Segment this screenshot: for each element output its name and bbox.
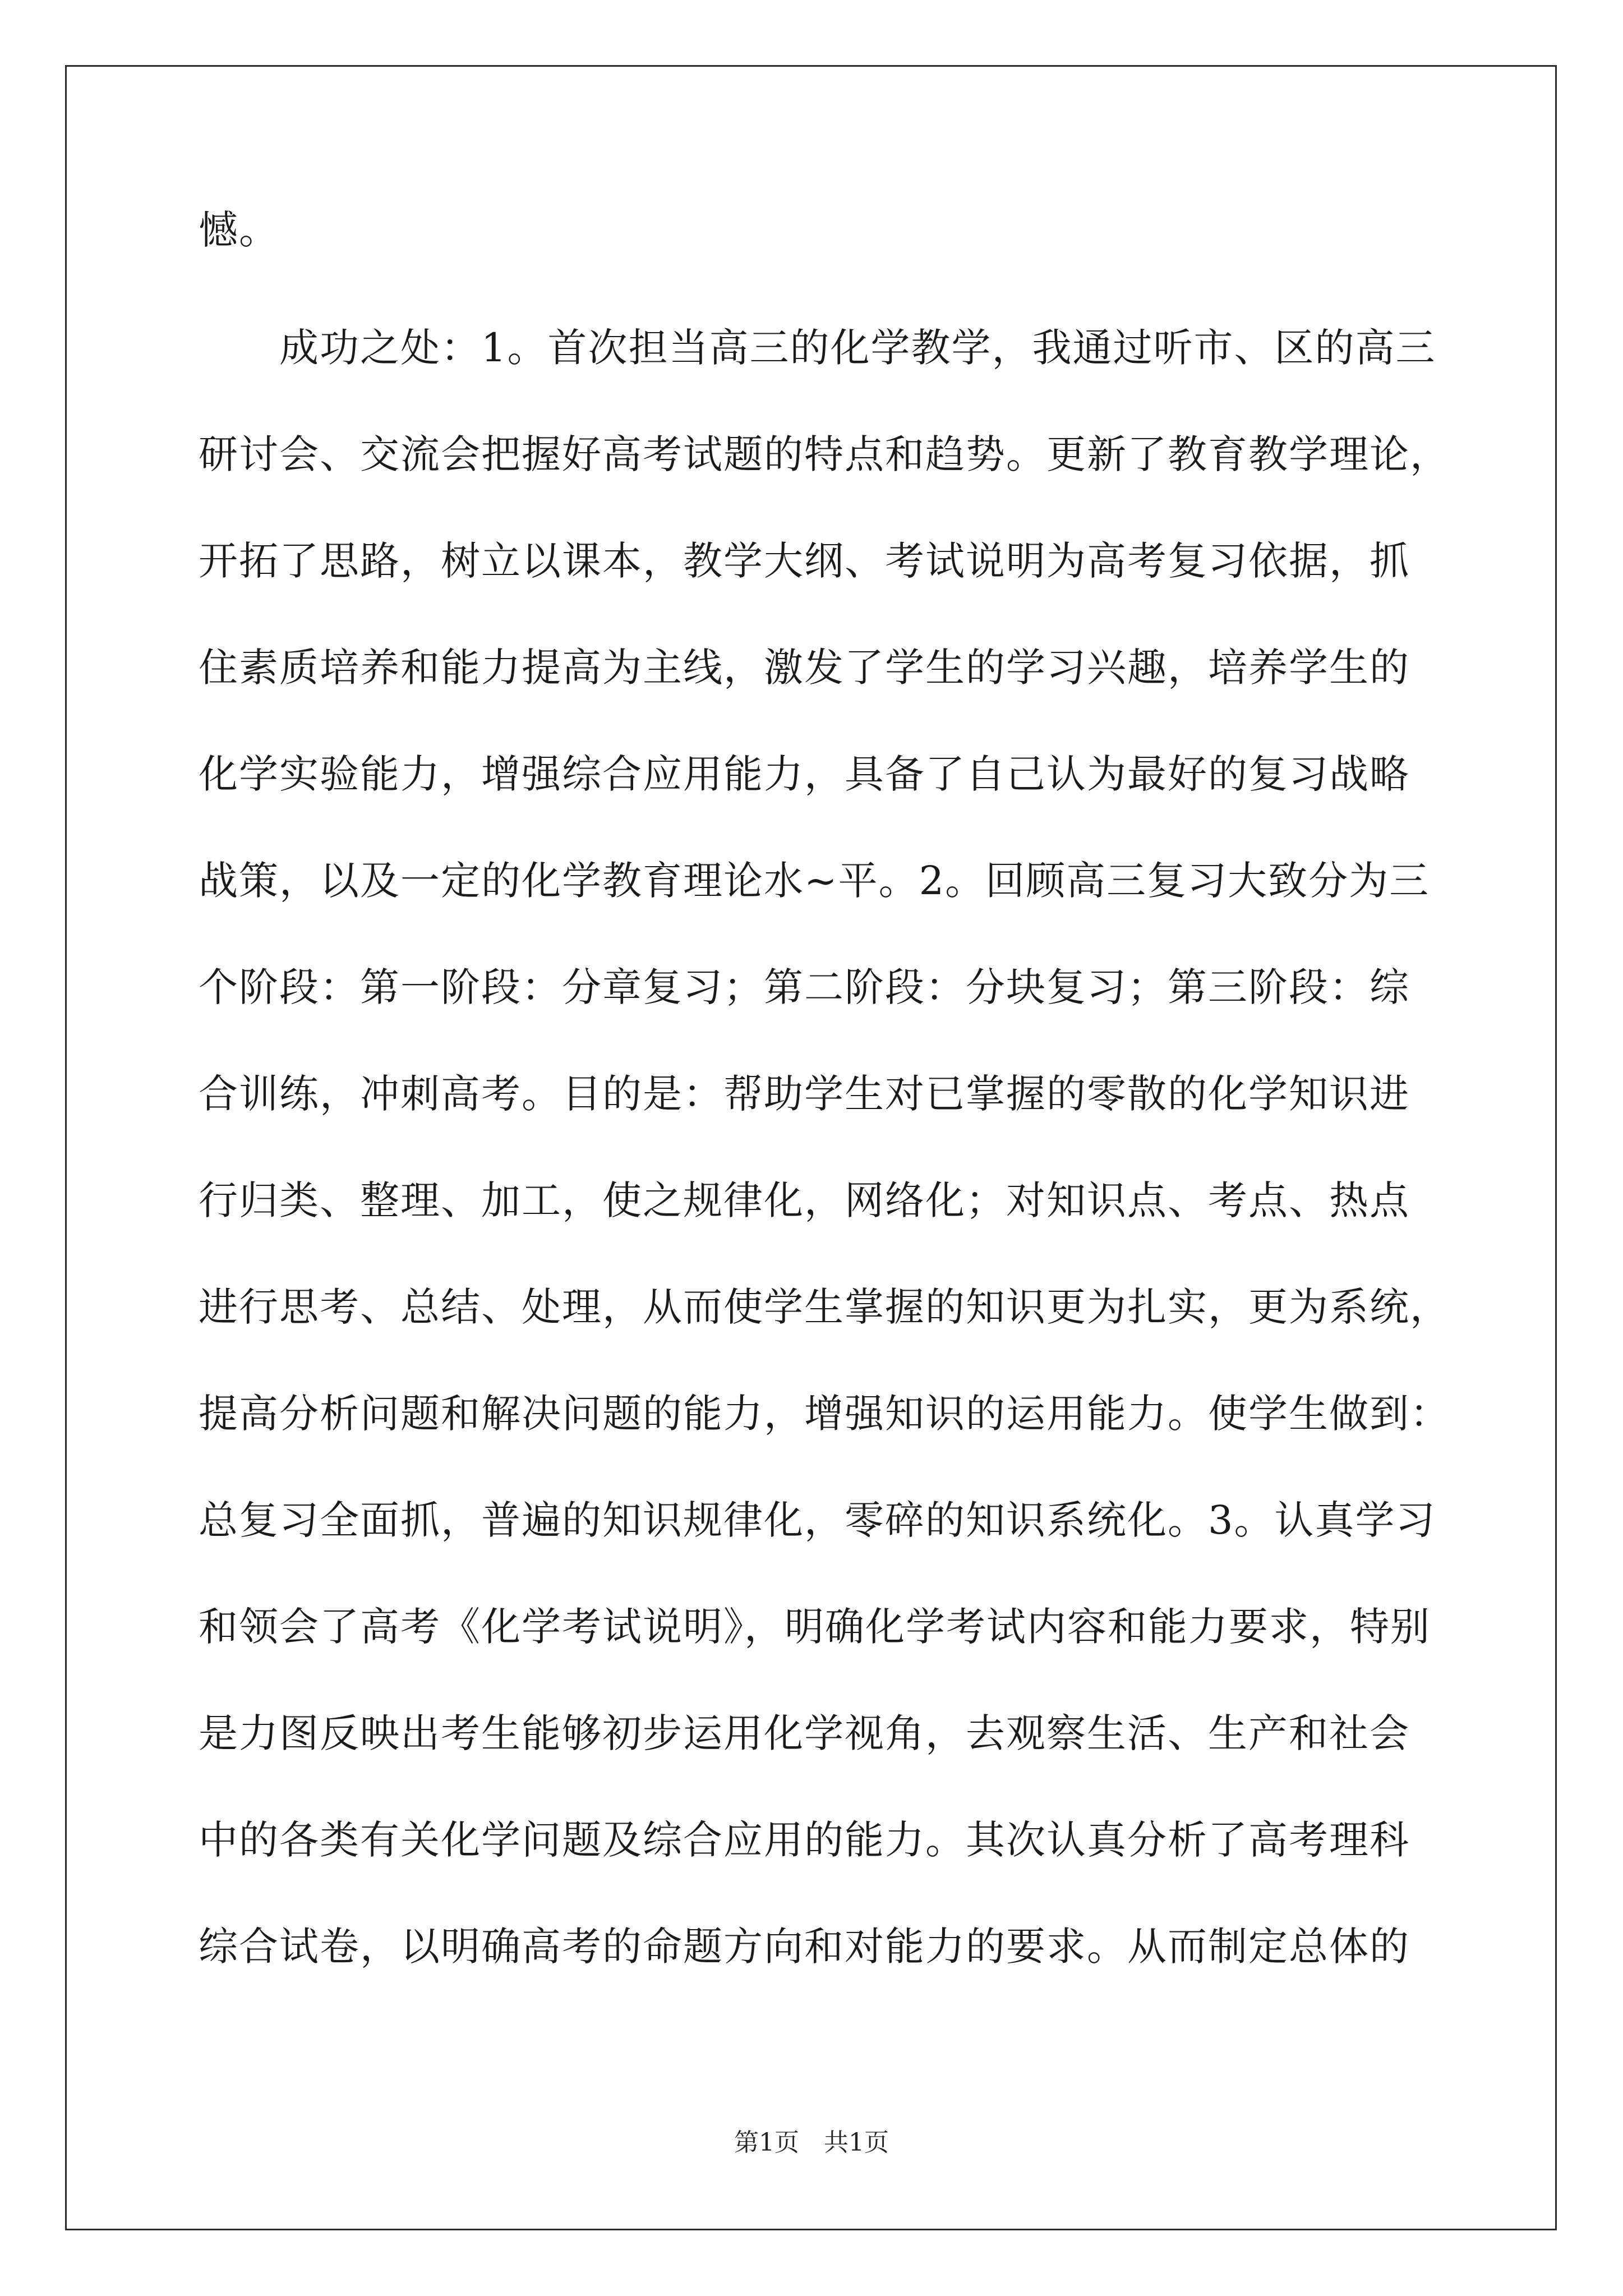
text-line: 战策，以及一定的化学教育理论水~平。2。回顾高三复习大致分为三 — [199, 858, 1430, 904]
text-line: 总复习全面抓，普遍的知识规律化，零碎的知识系统化。3。认真学习 — [199, 1497, 1436, 1543]
text-line: 行归类、整理、加工，使之规律化，网络化；对知识点、考点、热点 — [199, 1177, 1410, 1223]
text-line: 中的各类有关化学问题及综合应用的能力。其次认真分析了高考理科 — [199, 1817, 1410, 1863]
text-line: 住素质培养和能力提高为主线，激发了学生的学习兴趣，培养学生的 — [199, 645, 1410, 691]
text-line: 个阶段：第一阶段：分章复习；第二阶段：分块复习；第三阶段：综 — [199, 964, 1410, 1010]
text-line: 合训练，冲刺高考。目的是：帮助学生对已掌握的零散的化学知识进 — [199, 1071, 1410, 1117]
text-line: 开拓了思路，树立以课本，教学大纲、考试说明为高考复习依据，抓 — [199, 538, 1410, 584]
text-line: 是力图反映出考生能够初步运用化学视角，去观察生活、生产和社会 — [199, 1710, 1410, 1756]
text-line: 化学实验能力，增强综合应用能力，具备了自己认为最好的复习战略 — [199, 751, 1410, 797]
text-line: 综合试卷，以明确高考的命题方向和对能力的要求。从而制定总体的 — [199, 1924, 1410, 1970]
text-line: 研讨会、交流会把握好高考试题的特点和趋势。更新了教育教学理论， — [199, 431, 1450, 477]
text-line: 和领会了高考《化学考试说明》，明确化学考试内容和能力要求，特别 — [199, 1604, 1431, 1650]
text-line: 提高分析问题和解决问题的能力，增强知识的运用能力。使学生做到： — [199, 1391, 1450, 1437]
page-frame — [65, 65, 1557, 2230]
page-number-footer: 第1页 共1页 — [734, 2128, 889, 2157]
text-line: 憾。 — [199, 207, 279, 253]
text-line: 成功之处：1。首次担当高三的化学教学，我通过听市、区的高三 — [199, 325, 1436, 371]
text-line: 进行思考、总结、处理，从而使学生掌握的知识更为扎实，更为系统， — [199, 1284, 1450, 1330]
